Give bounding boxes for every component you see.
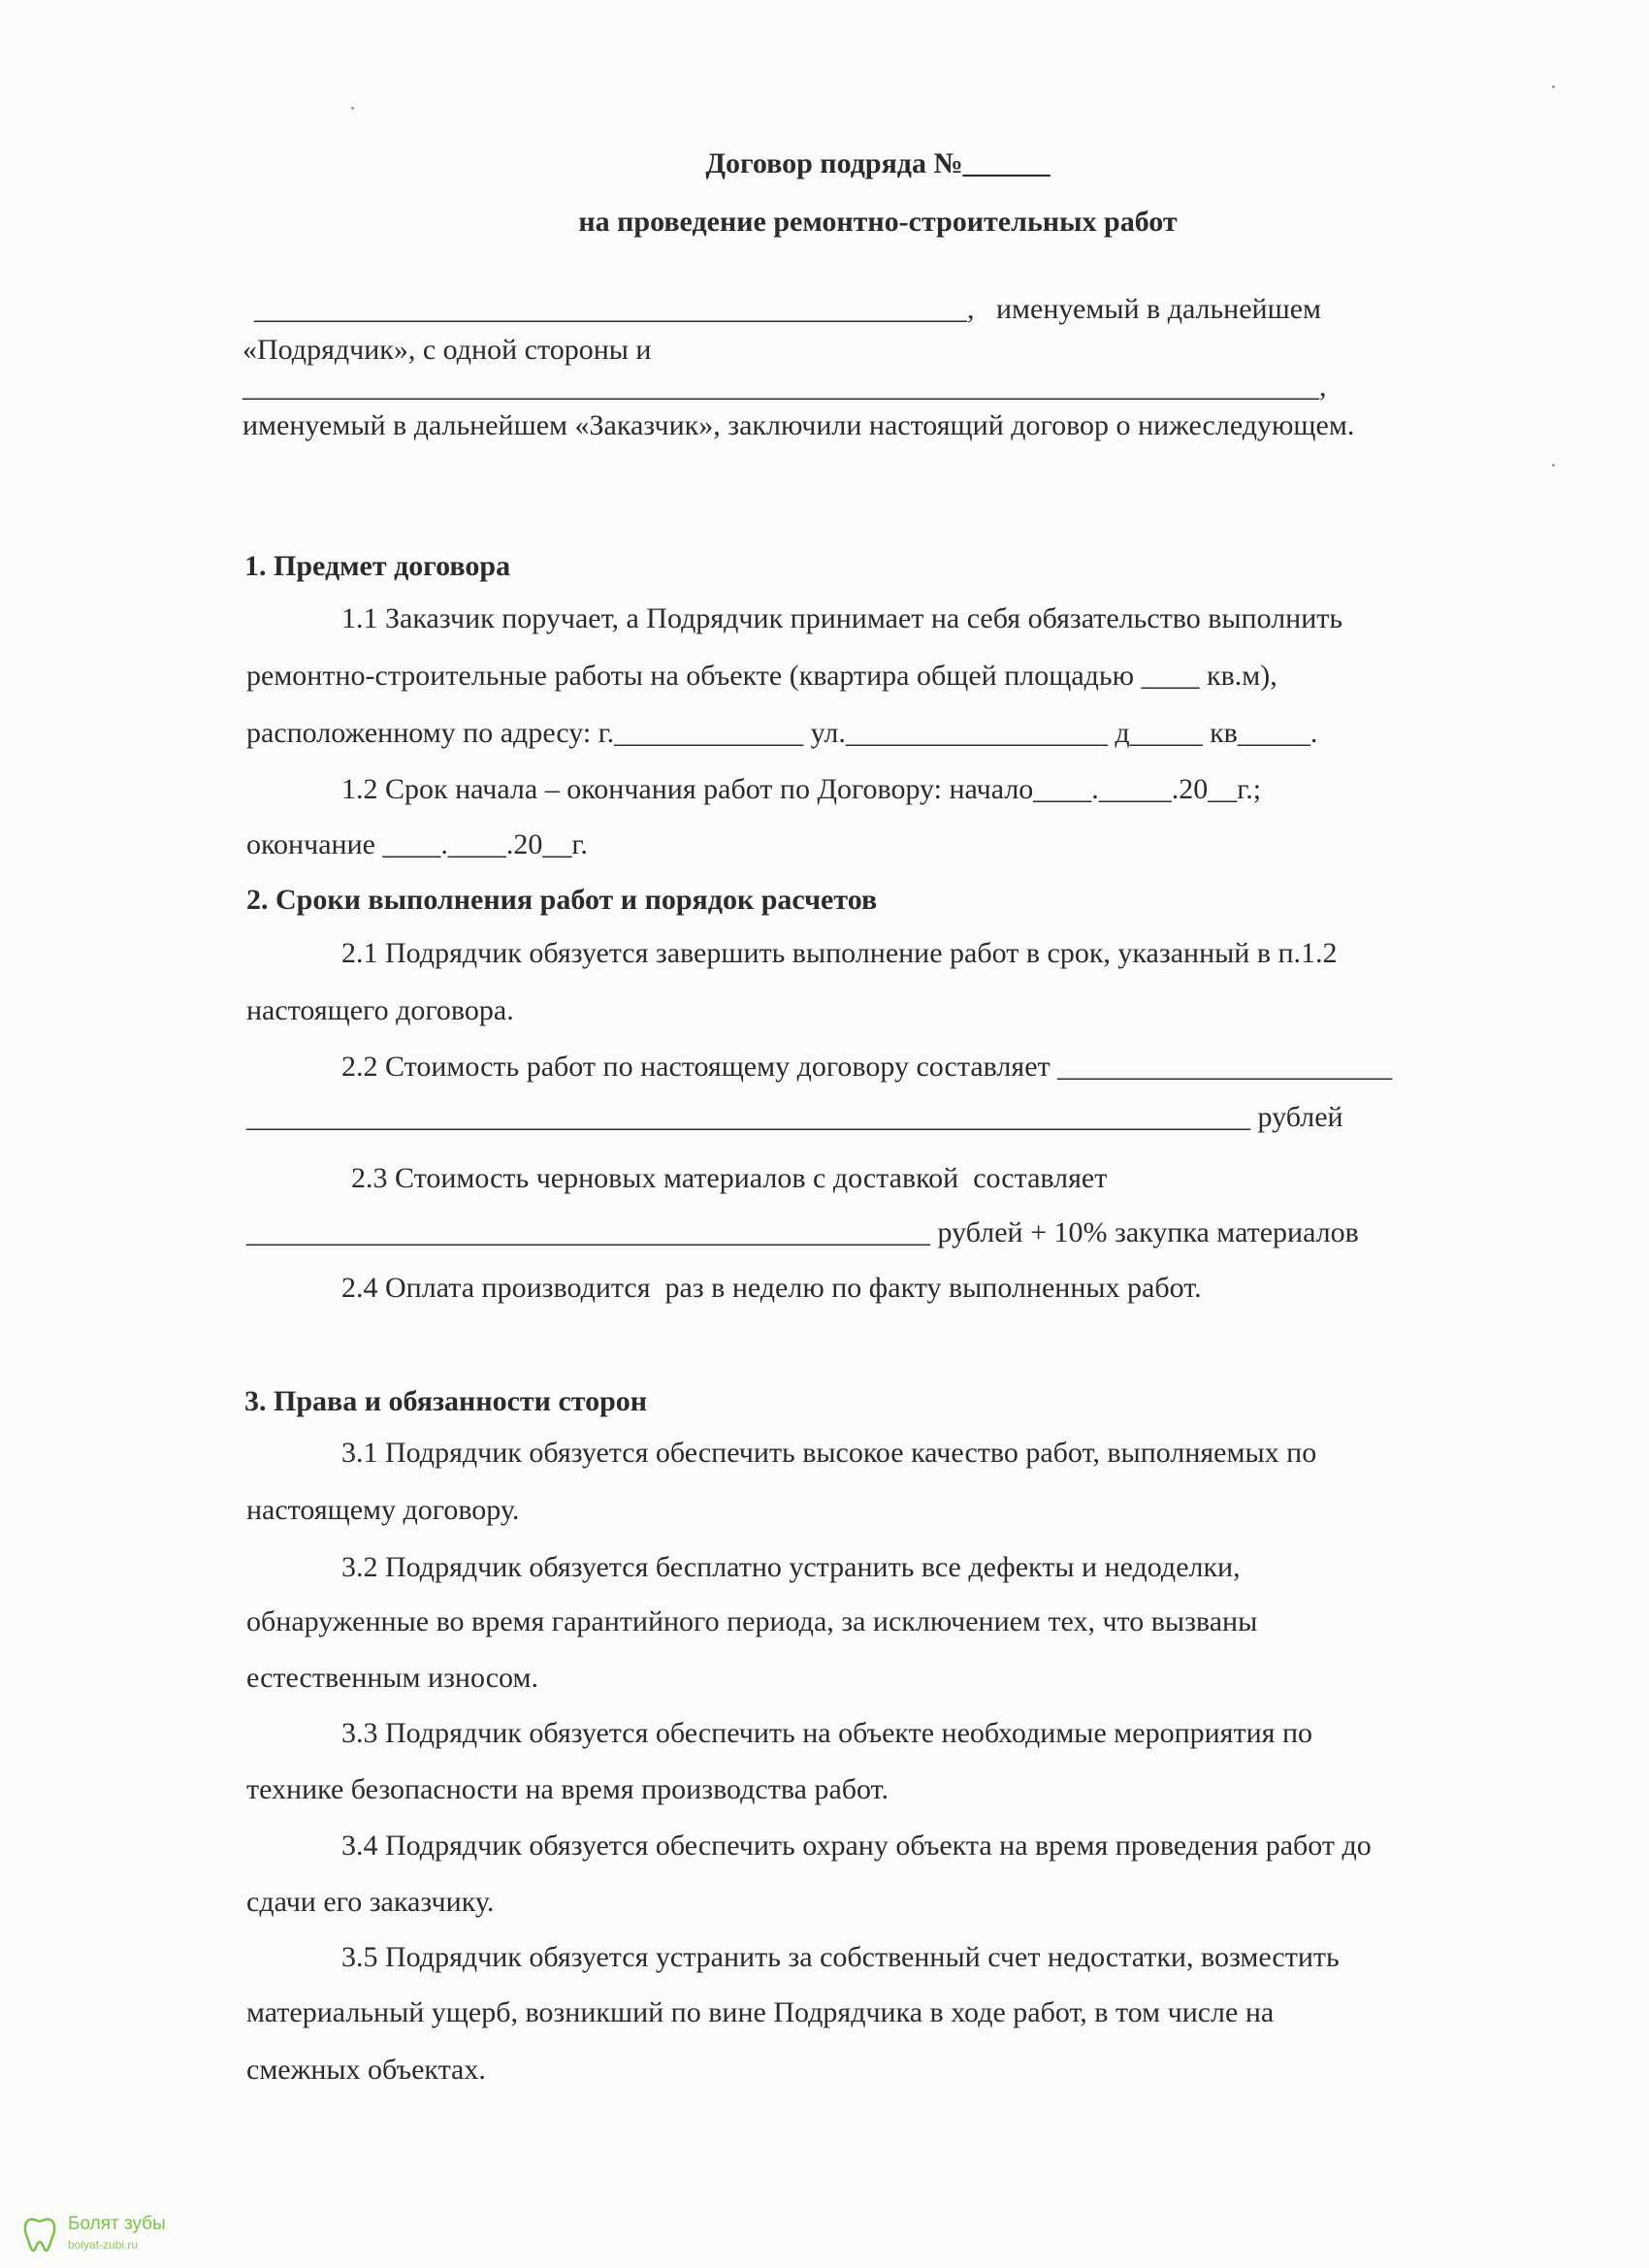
watermark-url: bolyat-zubi.ru bbox=[68, 2238, 139, 2252]
scan-speck bbox=[1552, 85, 1555, 88]
section-heading: 3. Права и обязанности сторон bbox=[244, 1385, 648, 1417]
tooth-icon bbox=[21, 2216, 58, 2254]
paragraph-line: 3.5 Подрядчик обязуется устранить за собственный счет недостатки, возместить bbox=[341, 1941, 1340, 1973]
section-heading: 1. Предмет договора bbox=[244, 550, 511, 582]
paragraph-line: 3.4 Подрядчик обязуется обеспечить охрану объекта на время проведения работ до bbox=[341, 1830, 1372, 1862]
paragraph-line: настоящего договора. bbox=[246, 994, 514, 1026]
paragraph-line: окончание ____.____.20__г. bbox=[246, 828, 588, 860]
paragraph-line: 3.1 Подрядчик обязуется обеспечить высокое качество работ, выполняемых по bbox=[341, 1437, 1317, 1469]
paragraph-line: 3.2 Подрядчик обязуется бесплатно устранить все дефекты и недоделки, bbox=[341, 1551, 1241, 1583]
section-heading: 2. Сроки выполнения работ и порядок расчетов bbox=[246, 884, 878, 916]
document-title: Договор подряда №______ bbox=[705, 147, 1051, 179]
paragraph-line: материальный ущерб, возникший по вине Подрядчика в ходе работ, в том числе на bbox=[246, 1996, 1275, 2028]
scan-speck bbox=[351, 107, 354, 110]
paragraph-line: обнаруженные во время гарантийного периода, за исключением тех, что вызваны bbox=[246, 1605, 1258, 1637]
paragraph-line: 2.2 Стоимость работ по настоящему договору составляет _______________________ bbox=[341, 1051, 1393, 1083]
paragraph-line: смежных объектах. bbox=[246, 2054, 486, 2086]
paragraph-line: ремонтно-строительные работы на объекте (квартира общей площадью ____ кв.м), bbox=[246, 660, 1277, 692]
paragraph-line: 1.2 Срок начала – окончания работ по Договору: начало____._____.20__г.; bbox=[341, 773, 1262, 805]
paragraph-line: 1.1 Заказчик поручает, а Подрядчик принимает на себя обязательство выполнить bbox=[341, 602, 1343, 634]
paragraph-line: 2.4 Оплата производится раз в неделю по факту выполненных работ. bbox=[341, 1272, 1202, 1304]
paragraph-line: настоящему договору. bbox=[246, 1494, 520, 1526]
paragraph-line: _______________________________________________ рублей + 10% закупка материалов bbox=[246, 1216, 1359, 1248]
paragraph-line: 3.3 Подрядчик обязуется обеспечить на объекте необходимые мероприятия по bbox=[341, 1717, 1313, 1749]
document-subtitle: на проведение ремонтно-строительных работ bbox=[578, 206, 1178, 238]
paragraph-line: 2.1 Подрядчик обязуется завершить выполнение работ в срок, указанный в п.1.2 bbox=[341, 937, 1338, 969]
paragraph-line: 2.3 Стоимость черновых материалов с доставкой составляет bbox=[351, 1162, 1108, 1194]
scan-speck bbox=[1552, 464, 1555, 467]
intro-line: _________________________________________________, именуемый в дальнейшем bbox=[254, 293, 1322, 325]
intro-line: именуемый в дальнейшем «Заказчик», заключили настоящий договор о нижеследующем. bbox=[242, 409, 1355, 441]
intro-line: «Подрядчик», с одной стороны и bbox=[242, 334, 652, 366]
watermark-name: Болят зубы bbox=[68, 2214, 166, 2234]
paragraph-line: _____________________________________________________________________ рублей bbox=[246, 1101, 1343, 1133]
intro-line: __________________________________________________________________________, bbox=[242, 371, 1327, 403]
paragraph-line: расположенному по адресу: г._____________ ул.__________________ д_____ кв_____. bbox=[246, 717, 1318, 749]
paragraph-line: сдачи его заказчику. bbox=[246, 1886, 495, 1918]
paragraph-line: естественным износом. bbox=[246, 1662, 538, 1694]
watermark-logo bbox=[17, 2212, 221, 2260]
paragraph-line: технике безопасности на время производства работ. bbox=[246, 1773, 889, 1805]
